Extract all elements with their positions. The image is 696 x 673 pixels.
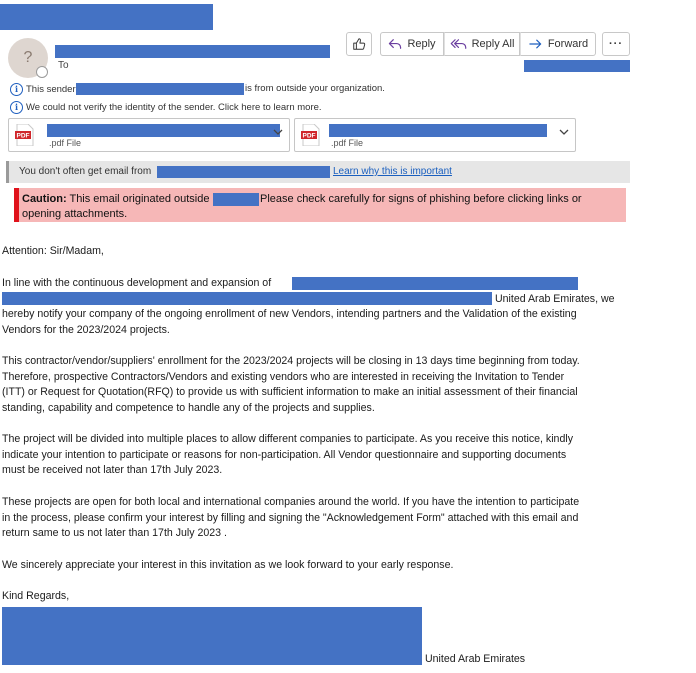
- closing: Kind Regards,: [2, 590, 70, 602]
- company-name-redacted-2: [2, 292, 492, 305]
- chevron-down-icon[interactable]: [273, 128, 283, 136]
- subject-redacted: [0, 4, 213, 30]
- attachment-card[interactable]: [8, 118, 290, 152]
- attachment-name-redacted: [47, 124, 280, 137]
- attachment-type-label: .pdf File: [49, 138, 82, 148]
- to-label: To: [58, 60, 69, 71]
- unverified-notice-text[interactable]: We could not verify the identity of the sender. Click here to learn more.: [26, 102, 322, 113]
- forward-arrow-icon: [528, 38, 543, 50]
- paragraph-4-line-2: in the process, please confirm your interest by filling and signing the "Acknowledgement Form" attached with this email and: [2, 512, 579, 524]
- info-icon: i: [10, 101, 23, 114]
- forward-label: Forward: [547, 38, 589, 50]
- paragraph-2-line-4: standing, capability and competence to handle any of the projects and supplies.: [2, 402, 375, 414]
- reply-button[interactable]: [380, 32, 444, 56]
- caution-label: Caution:: [22, 193, 67, 205]
- caution-text-a: This email originated outside: [69, 193, 210, 205]
- reply-all-label: Reply All: [471, 38, 515, 50]
- paragraph-1-line-4: Vendors for the 2023/2024 projects.: [2, 324, 170, 336]
- paragraph-4-line-3: return same to us not later than 17th July 2023 .: [2, 527, 227, 539]
- learn-why-link[interactable]: Learn why this is important: [333, 166, 452, 177]
- caution-text-b-wrap: [260, 192, 620, 207]
- caution-accent-bar: [14, 188, 19, 222]
- paragraph-1-line-2: United Arab Emirates, we: [495, 293, 615, 305]
- more-actions-button[interactable]: [602, 32, 630, 56]
- presence-status-icon: [36, 66, 48, 78]
- thumbs-up-icon: [352, 37, 366, 51]
- paragraph-1-line-3: hereby notify your company of the ongoing enrollment of new Vendors, intending partners and the Validation of the existing: [2, 308, 577, 320]
- paragraph-4-line-1: These projects are open for both local and international companies around the world. If you have the intention to participate: [2, 496, 580, 508]
- more-icon: ···: [609, 38, 623, 50]
- outside-notice-suffix: is from outside your organization.: [245, 83, 385, 94]
- paragraph-2-line-3: (ITT) or Request for Quotation(RFQ) to provide us with sufficient information to make an initial assessment of their financial: [2, 386, 578, 398]
- outside-org-notice: [10, 83, 76, 96]
- chevron-down-icon[interactable]: [559, 128, 569, 136]
- attachment-card[interactable]: [294, 118, 576, 152]
- sender-name-redacted[interactable]: [55, 45, 330, 58]
- banner-accent-bar: [6, 161, 9, 183]
- signature-suffix: United Arab Emirates: [425, 653, 526, 665]
- sender-email-redacted: [157, 166, 330, 178]
- outside-notice-suffix-wrap: [245, 83, 385, 94]
- sender-address-redacted: [76, 83, 244, 95]
- svg-text:PDF: PDF: [302, 132, 316, 140]
- first-contact-text: You don't often get email from: [19, 166, 152, 177]
- recipient-redacted[interactable]: [524, 60, 630, 72]
- reply-label: Reply: [407, 38, 436, 50]
- reply-all-icon: [450, 38, 467, 50]
- company-name-redacted: [292, 277, 578, 290]
- paragraph-3-line-2: indicate your intention to participate or reasons for non-participation. All Vendor questionnaire and supporting documents: [2, 449, 567, 461]
- caution-text-c-wrap: [22, 207, 622, 222]
- signature-redacted: [2, 607, 422, 665]
- reply-icon: [388, 38, 402, 50]
- paragraph-2-line-1: This contractor/vendor/suppliers' enrollment for the 2023/2024 projects will be closing in 13 days time beginning from today.: [2, 355, 580, 367]
- outside-notice-prefix: This sender: [26, 84, 76, 95]
- info-icon: i: [10, 83, 23, 96]
- attachment-name-redacted: [329, 124, 547, 137]
- paragraph-3-line-1: The project will be divided into multiple places to allow different companies to participate. As you receive this notice, kindly: [2, 433, 573, 445]
- unverified-sender-notice[interactable]: [10, 101, 322, 114]
- paragraph-3-line-3: must be received not later than 17th July 2023.: [2, 464, 223, 476]
- attachment-type-label: .pdf File: [331, 138, 364, 148]
- reply-all-button[interactable]: [444, 32, 520, 56]
- greeting: Attention: Sir/Madam,: [2, 245, 104, 257]
- sender-avatar[interactable]: ?: [8, 38, 48, 78]
- caution-text-c: opening attachments.: [22, 208, 128, 220]
- like-button[interactable]: [346, 32, 372, 56]
- paragraph-5: We sincerely appreciate your interest in this invitation as we look forward to your early response.: [2, 559, 454, 571]
- paragraph-2-line-2: Therefore, prospective Contractors/Vendors and existing vendors who are interested in receiving the Invitation to Tender: [2, 371, 565, 383]
- pdf-file-icon: [301, 124, 321, 146]
- paragraph-1-line-1: In line with the continuous development and expansion of: [2, 277, 272, 289]
- caution-text-b: Please check carefully for signs of phishing before clicking links or: [260, 193, 582, 205]
- forward-button[interactable]: [520, 32, 596, 56]
- org-name-redacted: [213, 193, 259, 206]
- pdf-file-icon: [15, 124, 35, 146]
- svg-text:PDF: PDF: [16, 132, 30, 140]
